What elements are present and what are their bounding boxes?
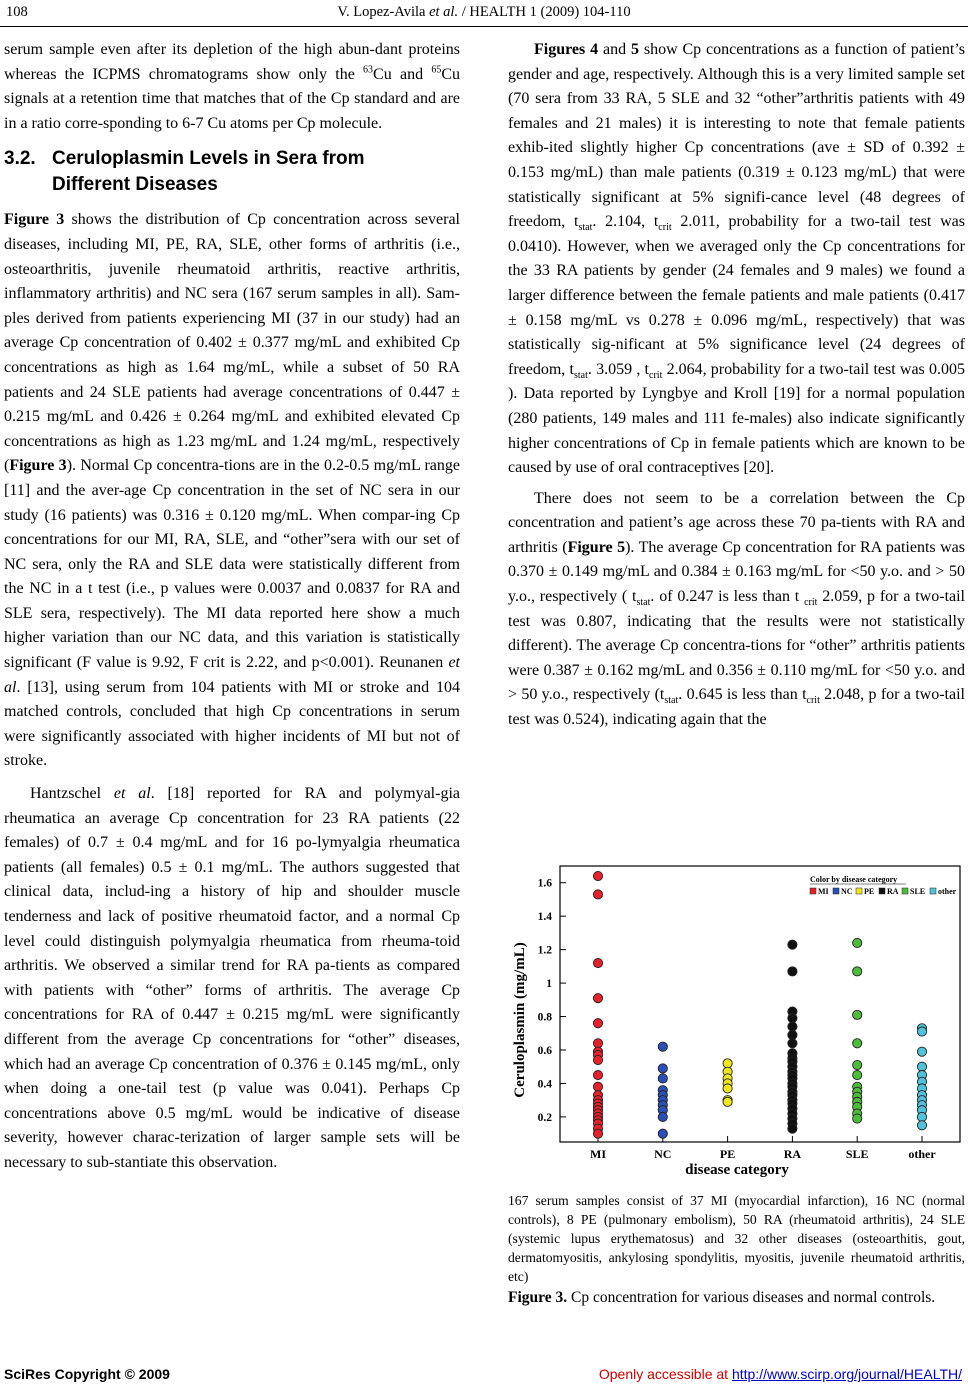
plot-frame	[560, 866, 960, 1142]
data-point-mi	[593, 1070, 602, 1079]
legend-label-sle: SLE	[910, 887, 926, 896]
p4-and: and	[598, 41, 631, 58]
p2-text-c: . [13], using serum from 104 patients with MI or stroke and 104 matched controls, concluded that high Cp concentrations in serum were significantly associated with higher incidents of MI but not of stroke.	[4, 678, 460, 770]
p5-text-d: 2.059, p for a two-tail test was 0.807, indicating that the results were not statistically different). The average Cp concentra-tions for “other” arthritis patients were 0.387 ± 0.162 mg/mL and 0.356 ± 0.110 mg/mL for <50 y.o. and > 50 y.o., respectively (t	[508, 588, 966, 704]
page-footer	[0, 1366, 968, 1386]
data-point-pe	[723, 1059, 732, 1068]
y-tick-label: 0.8	[537, 1011, 552, 1024]
data-point-nc	[658, 1064, 667, 1073]
data-point-nc	[658, 1129, 667, 1138]
data-point-mi	[593, 890, 602, 899]
p5-text-a: There does not seem to be a correlation between the Cp concentration and patient’s age across these 70 pa-tients with RA and arthritis (	[508, 489, 965, 556]
data-point-pe	[723, 1084, 732, 1093]
legend-swatch-sle	[902, 888, 908, 894]
legend-label-pe: PE	[864, 887, 875, 896]
figure-3-chart	[508, 856, 965, 1178]
data-point-nc	[658, 1074, 667, 1083]
paragraph-4	[508, 38, 965, 481]
right-column	[508, 38, 965, 733]
sub-stat: stat	[573, 369, 588, 381]
section-heading	[4, 146, 460, 198]
legend-label-nc: NC	[841, 887, 853, 896]
x-axis-ticks	[590, 1136, 936, 1161]
data-point-mi	[593, 1055, 602, 1064]
data-point-mi	[593, 871, 602, 880]
data-point-sle	[853, 1010, 862, 1019]
data-point-sle	[853, 1070, 862, 1079]
legend-title: Color by disease category	[810, 875, 898, 884]
running-head	[0, 4, 968, 21]
data-point-pe	[723, 1097, 732, 1106]
data-point-other	[917, 1121, 926, 1130]
legend-label-other: other	[938, 887, 957, 896]
p5-text-b: ). The average Cp concentration for RA patients was 0.370 ± 0.149 mg/mL and 0.384 ± 0.163 mg/mL for <50 y.o. and > 50 y.o., respectively ( t	[508, 538, 965, 606]
running-head-etal: et al.	[429, 4, 459, 20]
p3-etal: et al	[113, 785, 151, 803]
p5-text-f: 2.048, p for a two-tail test was 0.524), indicating again that the	[508, 686, 965, 729]
isotope-63: 63	[363, 64, 374, 76]
section-title-line2: Different Diseases	[52, 174, 218, 196]
p4-text-b: . 2.104, t	[592, 213, 659, 231]
sub-stat: stat	[578, 222, 593, 234]
data-point-other	[917, 1027, 926, 1036]
p2-text-b: ). Normal Cp concentra-tions are in the 0.2-0.5 mg/mL range [11] and the aver-age Cp concentration in the set of NC sera in our study (16 patients) was 0.316 ± 0.120 mg/mL. When compar-ing Cp concentrations for our MI, RA, SLE, and “other”sera with our set of NC sera, only the RA and SLE data were statistically different from the NC in a t test (i.e., p values were 0.0037 and 0.0837 for RA and SLE sera, respectively). The MI data reported here show a much higher variation than our NC data, and this variation is statistically significant (F value is 9.92, F crit is 2.22, and p<0.001). Reunanen	[4, 457, 460, 672]
sub-stat: stat	[664, 695, 679, 707]
open-access-prefix: Openly accessible at	[598, 1366, 732, 1382]
legend-label-ra: RA	[887, 887, 899, 896]
data-point-sle	[853, 1060, 862, 1069]
sub-crit: crit	[806, 695, 820, 707]
data-point-ra	[788, 967, 797, 976]
section-title-line1: Ceruloplasmin Levels in Sera from	[52, 148, 365, 170]
sub-crit: crit	[804, 597, 818, 609]
p4-text-c: 2.011, probability for a two-tail test was 0.0410). However, when we averaged only the Cp concentrations for the 33 RA patients by gender (24 females and 9 males) we found a larger difference between the female patients and male patients (0.417 ± 0.158 mg/mL vs 0.278 ± 0.096 mg/mL, respectively) that was statistically sig-nificant at 5% significance level (24 degrees of freedom, t	[508, 213, 965, 378]
figure-5-ref[interactable]: 5	[630, 41, 639, 58]
isotope-65: 65	[431, 64, 442, 76]
data-point-mi	[593, 1082, 602, 1091]
data-point-sle	[853, 967, 862, 976]
y-tick-label: 0.6	[537, 1045, 552, 1057]
open-access-notice	[599, 1366, 962, 1382]
data-point-ra	[788, 1039, 797, 1048]
x-tick-label: PE	[719, 1147, 736, 1161]
data-point-ra	[788, 940, 797, 949]
figure-caption-text: Cp concentration for various diseases and normal controls.	[567, 1289, 936, 1306]
sub-stat: stat	[636, 597, 651, 609]
figure-caption	[508, 1287, 965, 1308]
paragraph-2	[4, 208, 460, 774]
p4-text-e: 2.064, probability for a two-tail test was 0.005 ). Data reported by Lyngbye and Kroll [19] for a normal population (280 patients, 149 males and 111 fe-males) also indicate significantly higher concentrations of Cp in female patients which are known to be caused by use of oral contraceptives [20].	[508, 360, 966, 477]
p1-text-b: Cu and	[373, 65, 432, 83]
legend-label-mi: MI	[818, 887, 829, 896]
data-point-mi	[593, 1039, 602, 1048]
data-point-sle	[853, 1114, 862, 1123]
page-number: 108	[6, 4, 28, 20]
y-tick-label: 0.2	[537, 1111, 552, 1124]
p1-text-c: Cu signals at a retention time that matches that of the Cp standard and are in a ratio corre-sponding to 6-7 Cu atoms per Cp molecule.	[4, 65, 460, 132]
data-point-mi	[593, 958, 602, 967]
plot-border	[560, 866, 960, 1142]
data-point-mi	[593, 1019, 602, 1028]
data-point-nc	[658, 1042, 667, 1051]
p2-text-a: shows the distribution of Cp concentration across several diseases, including MI, PE, RA, SLE, other forms of arthritis (i.e., osteoarthritis, juvenile rheumatoid arthritis, reactive arthritis, inflammatory arthritis) and NC sera (167 serum samples in all). Sam-ples derived from patients experiencing MI (37 in our study) had an average Cp concentration of 0.402 ± 0.377 mg/mL and exhibited Cp concentrations as high as 1.64 mg/mL, while a subset of 50 RA patients and 24 SLE patients had average concentrations of 0.447 ± 0.215 mg/mL and 0.426 ± 0.264 mg/mL and exhibited elevated Cp concentrations as high as 1.23 mg/mL and 1.24 mg/mL, respectively (	[4, 211, 461, 475]
data-point-sle	[853, 938, 862, 947]
p3-text-b: . [18] reported for RA and polymyal-gia rheumatica an average Cp concentration for 23 RA patients (22 females) of 0.7 ± 0.4 mg/mL and for 16 po-lymyalgia rheumatica patients (all females) 0.5 ± 0.1 mg/mL. The authors suggested that clinical data, includ-ing a history of hip and shoulder muscle tenderness and lack of positive rheumatoid factor, and a normal Cp level could distinguish polymyalgia rheumatica from rheuma-toid arthritis. We observed a similar trend for RA pa-tients as compared with patients with “other” forms of arthritis. The average Cp concentrations for RA of 0.447 ± 0.215 mg/mL were significantly different from the average Cp concentrations for “other” diseases, which had an average Cp concentration of 0.376 ± 0.145 mg/mL, only when doing a one-tail test (p value was 0.041). Perhaps Cp concentrations above 0.5 mg/mL would be indicative of disease severity, however charac-terization of larger sample sets will be necessary to sub-stantiate this observation.	[4, 785, 461, 1171]
p4-text-a: show Cp concentrations as a function of patient’s gender and age, respectively. Although this is a very limited sample set (70 sera from 33 RA, 5 SLE and 32 “other”arthritis patients with 49 females and 21 males) it is interesting to note that female patients exhib-ited slightly higher Cp concentrations (ave ± SD of 0.392 ± 0.153 mg/mL) than male patients (0.319 ± 0.123 mg/mL) that were statistically significant at 5% signifi-cance level (48 degrees of freedom, t	[508, 41, 965, 231]
figure-3-ref[interactable]: Figure 3	[4, 211, 65, 229]
data-point-mi	[593, 1129, 602, 1138]
y-tick-label: 0.4	[537, 1078, 552, 1091]
data-point-nc	[658, 1112, 667, 1121]
data-point-other	[917, 1062, 926, 1071]
running-header	[0, 4, 968, 28]
paragraph-3	[4, 782, 460, 1176]
legend-swatch-mi	[810, 888, 816, 894]
section-number: 3.2.	[4, 148, 36, 170]
figure-label: Figure 3.	[508, 1289, 568, 1306]
y-tick-label: 1.2	[537, 944, 552, 957]
y-tick-label: 1.6	[537, 877, 552, 890]
sub-crit: crit	[649, 369, 663, 381]
legend-swatch-other	[930, 888, 936, 894]
running-head-journal: / HEALTH 1 (2009) 104-110	[458, 4, 631, 20]
figure-5-ref[interactable]: Figure 5	[567, 538, 626, 556]
x-axis-label: disease category	[685, 1162, 789, 1178]
p1-text-a: serum sample even after its depletion of the high abun-dant proteins whereas the ICPMS chromatograms show only the	[4, 41, 460, 83]
x-tick-label: SLE	[845, 1147, 869, 1161]
left-column	[4, 38, 460, 1176]
data-point-ra	[788, 1124, 797, 1133]
journal-link[interactable]: http://www.scirp.org/journal/HEALTH/	[731, 1366, 962, 1382]
p3-text-a: Hantzschel	[30, 785, 114, 803]
x-tick-label: RA	[783, 1147, 802, 1161]
p5-text-e: . 0.645 is less than t	[678, 686, 807, 704]
figure-4-ref[interactable]: Figures 4	[534, 41, 599, 58]
legend-swatch-nc	[833, 888, 839, 894]
legend-swatch-pe	[856, 888, 862, 894]
figure-note: 167 serum samples consist of 37 MI (myocardial infarction), 16 NC (normal controls), 8 PE (pulmonary embolism), 50 RA (rheumatoid arthritis), 24 SLE (systemic lupus erythematosus) and 32 other diseases (osteoarthitis, gout, dermatomyositis, ankylosing spondylitis, myositis, juvenile rheumatoid arthritis, etc)	[508, 1193, 965, 1284]
data-point-other	[917, 1112, 926, 1121]
data-points	[593, 871, 926, 1138]
data-point-ra	[788, 1030, 797, 1039]
paragraph-5	[508, 487, 965, 733]
data-point-other	[917, 1047, 926, 1056]
y-tick-label: 1	[546, 978, 552, 991]
sub-crit: crit	[658, 222, 672, 234]
data-point-sle	[853, 1039, 862, 1048]
header-rule	[0, 26, 968, 27]
data-point-ra	[788, 1022, 797, 1031]
scatter-plot	[508, 856, 965, 1178]
data-point-ra	[788, 1014, 797, 1023]
x-tick-label: other	[908, 1147, 936, 1161]
y-axis-label: Ceruloplasmin (mg/mL)	[512, 942, 528, 1098]
paragraph-1	[4, 38, 460, 136]
legend	[806, 872, 957, 899]
legend-swatch-ra	[879, 888, 885, 894]
y-axis-ticks	[538, 878, 566, 1124]
data-point-mi	[593, 994, 602, 1003]
copyright: SciRes Copyright © 2009	[4, 1366, 170, 1382]
running-head-authors: V. Lopez-Avila	[337, 4, 430, 20]
x-tick-label: NC	[654, 1147, 672, 1161]
y-tick-label: 1.4	[537, 911, 552, 924]
x-tick-label: MI	[590, 1147, 606, 1161]
p5-text-c: . of 0.247 is less than t	[650, 588, 805, 606]
p4-text-d: . 3.059 , t	[587, 360, 650, 378]
p2-etal: et al	[4, 654, 460, 696]
figure-3-ref[interactable]: Figure 3	[9, 457, 67, 475]
